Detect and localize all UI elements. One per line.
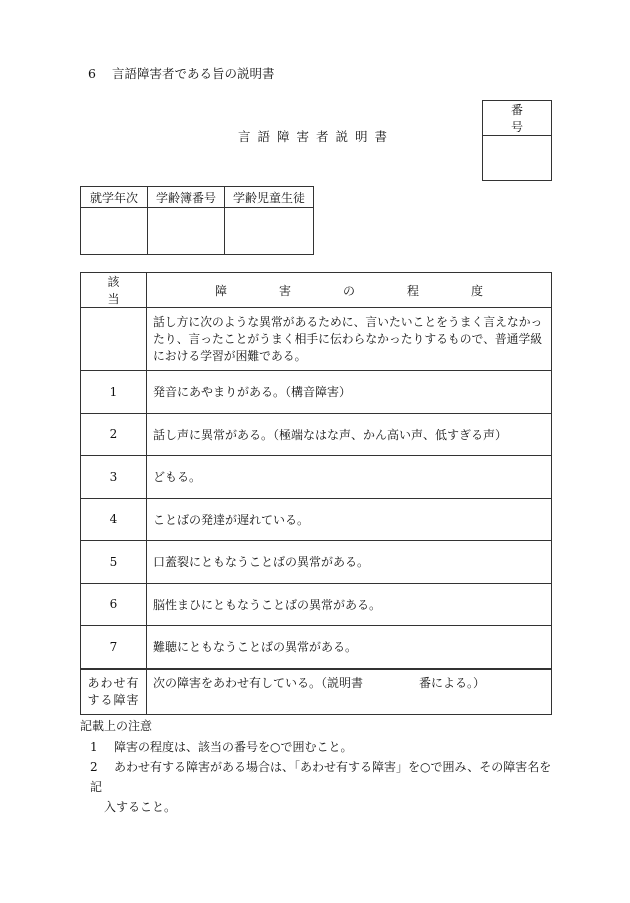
note-item bbox=[90, 757, 560, 817]
row-number[interactable]: 2 bbox=[81, 413, 147, 456]
table-header-row bbox=[81, 273, 552, 308]
table-row bbox=[81, 498, 552, 541]
combined-text-after: 番による。） bbox=[419, 675, 486, 690]
row-description: 口蓋裂にともなうことばの異常がある。 bbox=[147, 541, 552, 584]
header-school-age-student: 学齢児童生徒 bbox=[225, 187, 314, 208]
note-item bbox=[90, 737, 352, 757]
row-number[interactable]: 6 bbox=[81, 583, 147, 626]
note-text-continued: 入すること。 bbox=[104, 800, 177, 814]
note-text: あわせ有する障害がある場合は、「あわせ有する障害」を○で囲み、その障害名を記 bbox=[90, 760, 552, 794]
combined-disability-label[interactable] bbox=[81, 669, 147, 715]
row-description: 発音にあやまりがある。（構音障害） bbox=[147, 371, 552, 414]
row-number[interactable]: 1 bbox=[81, 371, 147, 414]
combined-disability-row bbox=[81, 669, 552, 715]
table-row bbox=[81, 626, 552, 669]
header-school-year: 就学年次 bbox=[81, 187, 148, 208]
row-description: 脳性まひにともなうことばの異常がある。 bbox=[147, 583, 552, 626]
header-registry-number: 学齢簿番号 bbox=[148, 187, 225, 208]
registry-number-field[interactable] bbox=[148, 208, 225, 255]
header-degree-char: 度 bbox=[470, 283, 483, 298]
intro-text: 話し方に次のような異常があるために、言いたいことをうまく言えなかったり、言ったことがうまく相手に伝わらなかったりするもので、普通学級における学習が困難である。 bbox=[147, 308, 552, 371]
table-row bbox=[81, 413, 552, 456]
grade-table bbox=[80, 186, 314, 255]
document-title: 言語障害者説明書 bbox=[238, 129, 395, 144]
header-degree bbox=[147, 273, 552, 308]
intro-row bbox=[81, 308, 552, 371]
disability-degree-table bbox=[80, 272, 552, 715]
section-number: 6 bbox=[88, 66, 96, 81]
combined-text-before: 次の障害をあわせ有している。（説明書 bbox=[153, 675, 364, 690]
header-degree-char: 障 bbox=[214, 283, 227, 298]
notes-title: 記載上の注意 bbox=[80, 719, 153, 733]
row-number[interactable]: 4 bbox=[81, 498, 147, 541]
row-description: 難聴にともなうことばの異常がある。 bbox=[147, 626, 552, 669]
student-field[interactable] bbox=[225, 208, 314, 255]
number-box-label: 番号 bbox=[483, 101, 552, 136]
table-row bbox=[81, 371, 552, 414]
table-row bbox=[81, 583, 552, 626]
table-row bbox=[81, 541, 552, 584]
combined-label-line1: あわせ有 bbox=[87, 675, 140, 690]
note-number: 1 bbox=[90, 740, 98, 754]
row-number[interactable]: 7 bbox=[81, 626, 147, 669]
combined-label-line2: する障害 bbox=[87, 692, 140, 707]
header-degree-char: 害 bbox=[278, 283, 291, 298]
section-title: 言語障害者である旨の説明書 bbox=[111, 66, 275, 81]
row-number[interactable]: 5 bbox=[81, 541, 147, 584]
note-number: 2 bbox=[90, 760, 98, 774]
header-degree-char: の bbox=[342, 283, 355, 298]
row-description: どもる。 bbox=[147, 456, 552, 499]
note-text: 障害の程度は、該当の番号を○で囲むこと。 bbox=[114, 740, 353, 754]
row-description: ことばの発達が遅れている。 bbox=[147, 498, 552, 541]
row-description: 話し声に異常がある。（極端なはな声、かん高い声、低すぎる声） bbox=[147, 413, 552, 456]
intro-applicable-cell bbox=[81, 308, 147, 371]
school-year-field[interactable] bbox=[81, 208, 148, 255]
combined-disability-text bbox=[147, 669, 552, 715]
header-degree-char: 程 bbox=[406, 283, 419, 298]
number-box bbox=[482, 100, 552, 181]
row-number[interactable]: 3 bbox=[81, 456, 147, 499]
section-heading bbox=[88, 64, 274, 82]
number-box-field[interactable] bbox=[483, 136, 552, 181]
table-row bbox=[81, 456, 552, 499]
header-applicable: 該当 bbox=[81, 273, 147, 308]
